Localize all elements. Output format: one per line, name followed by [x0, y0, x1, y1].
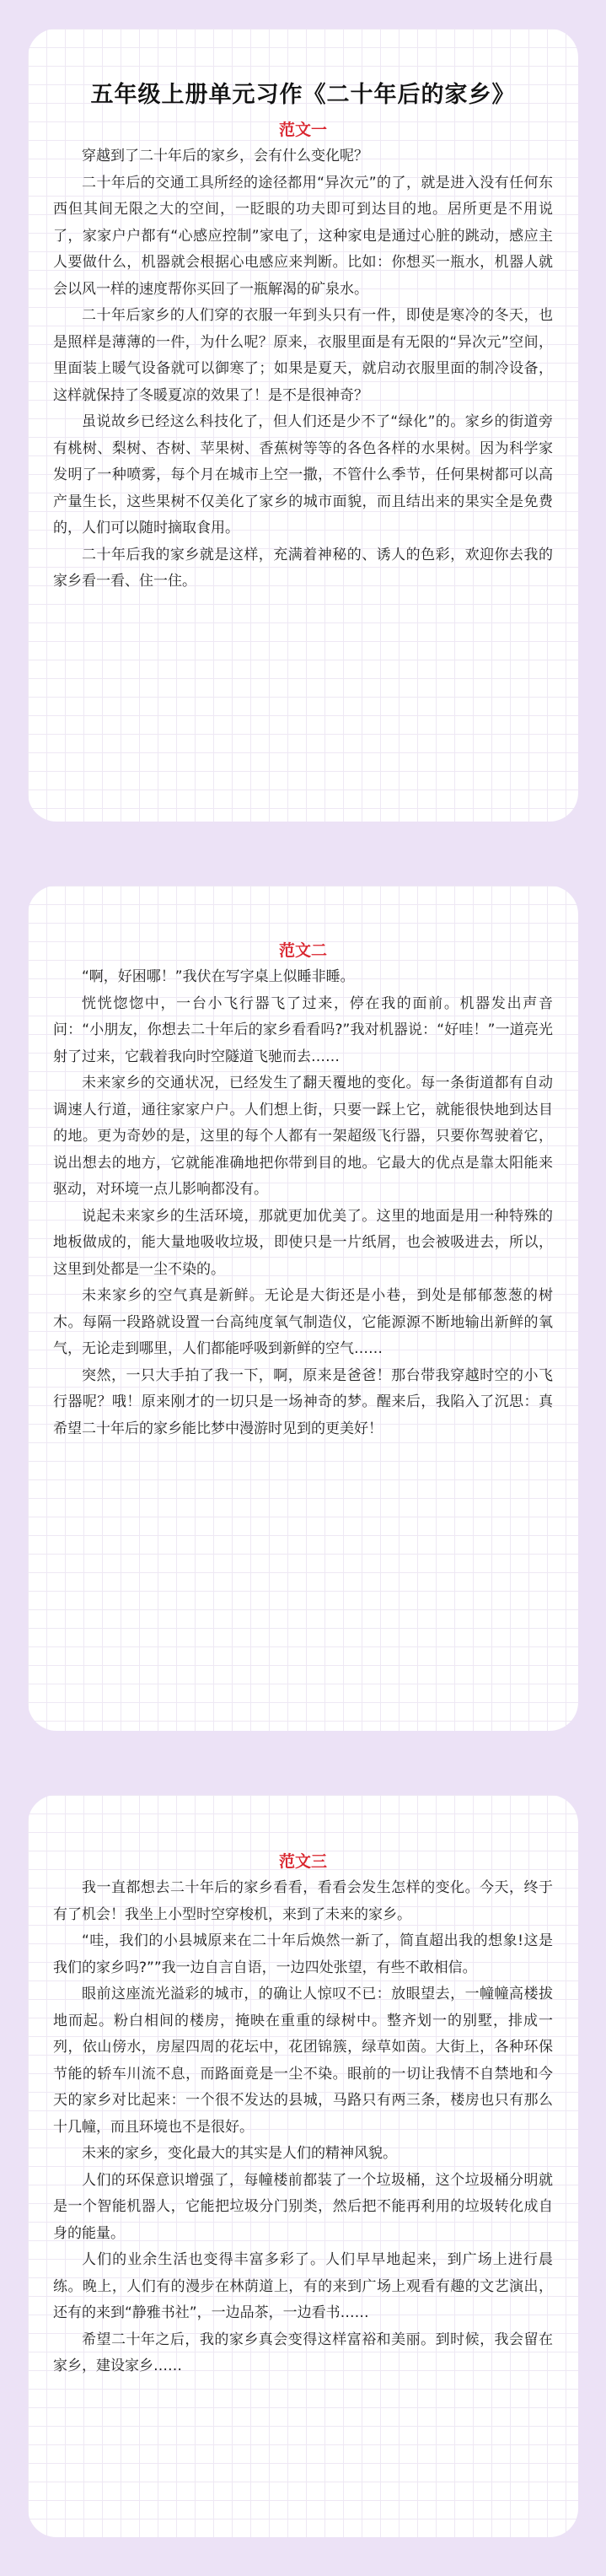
- essay-3-paragraph-7: 希望二十年之后，我的家乡真会变得这样富裕和美丽。到时候，我会留在家乡，建设家乡……: [53, 2331, 553, 2374]
- essay-1-heading: 范文一: [278, 121, 327, 139]
- essay-3-paragraph-1: 我一直都想去二十年后的家乡看看，看看会发生怎样的变化。今天，终于有了机会！我坐上小型时空穿梭机，来到了未来的家乡。: [53, 1879, 553, 1923]
- essay-3-paragraph-4: 未来的家乡，变化最大的其实是人们的精神风貌。: [82, 2145, 397, 2162]
- essay-3-paragraph-5: 人们的环保意识增强了，每幢楼前都装了一个垃圾桶，这个垃圾桶分明就是一个智能机器人，它能把垃圾分门别类，然后把不能再利用的垃圾转化成自身的能量。: [53, 2171, 553, 2242]
- essay-1-paragraph-2: 二十年后的交通工具所经的途径都用“异次元”的了，就是进入没有任何东西但其间无限之大的空间，一眨眼的功夫即可到达目的地。居所更是不用说了，家家户户都有“心感应控制”家电了，这种家电是通过心脏的跳动，感应主人要做什么，机器就会根据心电感应来判断。比如：你想买一瓶水，机器人就会以风一样的速度帮你买回了一瓶解渴的矿泉水。: [53, 174, 553, 298]
- essay-card-2: [28, 886, 578, 1731]
- essay-3-heading: 范文三: [278, 1852, 327, 1871]
- essay-2-paragraph-4: 说起未来家乡的生活环境，那就更加优美了。这里的地面是用一种特殊的地板做成的，能大量地吸收垃圾，即使只是一片纸屑，也会被吸进去，所以，这里到处都是一尘不染的。: [53, 1207, 553, 1278]
- essay-1-paragraph-5: 二十年后我的家乡就是这样，充满着神秘的、诱人的色彩，欢迎你去我的家乡看一看、住一住。: [53, 546, 553, 590]
- essay-2-heading: 范文二: [278, 941, 327, 960]
- essay-1-paragraph-1: 穿越到了二十年后的家乡，会有什么变化呢？: [82, 148, 368, 164]
- page-title: 五年级上册单元习作《二十年后的家乡》: [90, 82, 516, 108]
- essay-card-3: [28, 1795, 578, 2537]
- essay-3-paragraph-6: 人们的业余生活也变得丰富多彩了。人们早早地起来，到广场上进行晨练。晚上，人们有的漫步在林荫道上，有的来到广场上观看有趣的文艺演出，还有的来到“静雅书社”，一边品茶，一边看书……: [53, 2251, 553, 2321]
- essay-2-paragraph-5: 未来家乡的空气真是新鲜。无论是大街还是小巷，到处是郁郁葱葱的树木。每隔一段路就设置一台高纯度氧气制造仪，它能源源不断地输出新鲜的氧气，无论走到哪里，人们都能呼吸到新鲜的空气……: [53, 1287, 553, 1357]
- essay-2-paragraph-6: 突然，一只大手拍了我一下，啊，原来是爸爸！那台带我穿越时空的小飞行器呢？哦！原来刚才的一切只是一场神奇的梦。醒来后，我陷入了沉思：真希望二十年后的家乡能比梦中漫游时见到的更美好！: [53, 1366, 553, 1437]
- essay-2-paragraph-3: 未来家乡的交通状况，已经发生了翻天覆地的变化。每一条街道都有自动调速人行道，通往家家户户。人们想上街，只要一踩上它，就能很快地到达目的地。更为奇妙的是，这里的每个人都有一架超级飞行器，只要你驾驶着它，说出想去的地方，它就能准确地把你带到目的地。它最大的优点是靠太阳能来驱动，对环境一点儿影响都没有。: [53, 1075, 553, 1198]
- essay-3-paragraph-2: “哇，我们的小县城原来在二十年后焕然一新了，简直超出我的想象!这是我们的家乡吗?””我一边自言自语，一边四处张望，有些不敢相信。: [53, 1932, 553, 1976]
- essay-1-paragraph-3: 二十年后家乡的人们穿的衣服一年到头只有一件，即使是寒冷的冬天，也是照样是薄薄的一件，为什么呢？原来，衣服里面是有无限的“异次元”空间，里面装上暖气设备就可以御寒了；如果是夏天，就启动衣服里面的制冷设备，这样就保持了冬暖夏凉的效果了！是不是很神奇？: [53, 307, 553, 404]
- essay-card-1: [28, 29, 578, 822]
- essay-3-paragraph-3: 眼前这座流光溢彩的城市，的确让人惊叹不已：放眼望去，一幢幢高楼拔地而起。粉白相间的楼房，掩映在重重的绿树中。整齐划一的别墅，排成一列，依山傍水，房屋四周的花坛中，花团锦簇，绿草如茵。大街上，各种环保节能的轿车川流不息，而路面竟是一尘不染。眼前的一切让我情不自禁地和今天的家乡对比起来：一个很不发达的县城，马路只有两三条，楼房也只有那么十几幢，而且环境也不是很好。: [53, 1986, 553, 2136]
- essay-1-paragraph-4: 虽说故乡已经这么科技化了，但人们还是少不了“绿化”的。家乡的街道旁有桃树、梨树、杏树、苹果树、香蕉树等等的各色各样的水果树。因为科学家发明了一种喷雾，每个月在城市上空一撒，不管什么季节，任何果树都可以高产量生长，这些果树不仅美化了家乡的城市面貌，而且结出来的果实全是免费的，人们可以随时摘取食用。: [53, 413, 553, 536]
- essay-2-paragraph-2: 恍恍惚惚中，一台小飞行器飞了过来，停在我的面前。机器发出声音问：“小朋友，你想去二十年后的家乡看看吗?”我对机器说：“好哇！”一道亮光射了过来，它载着我向时空隧道飞驰而去……: [53, 994, 553, 1065]
- essay-2-paragraph-1: “啊，好困哪！”我伏在写字桌上似睡非睡。: [82, 968, 355, 985]
